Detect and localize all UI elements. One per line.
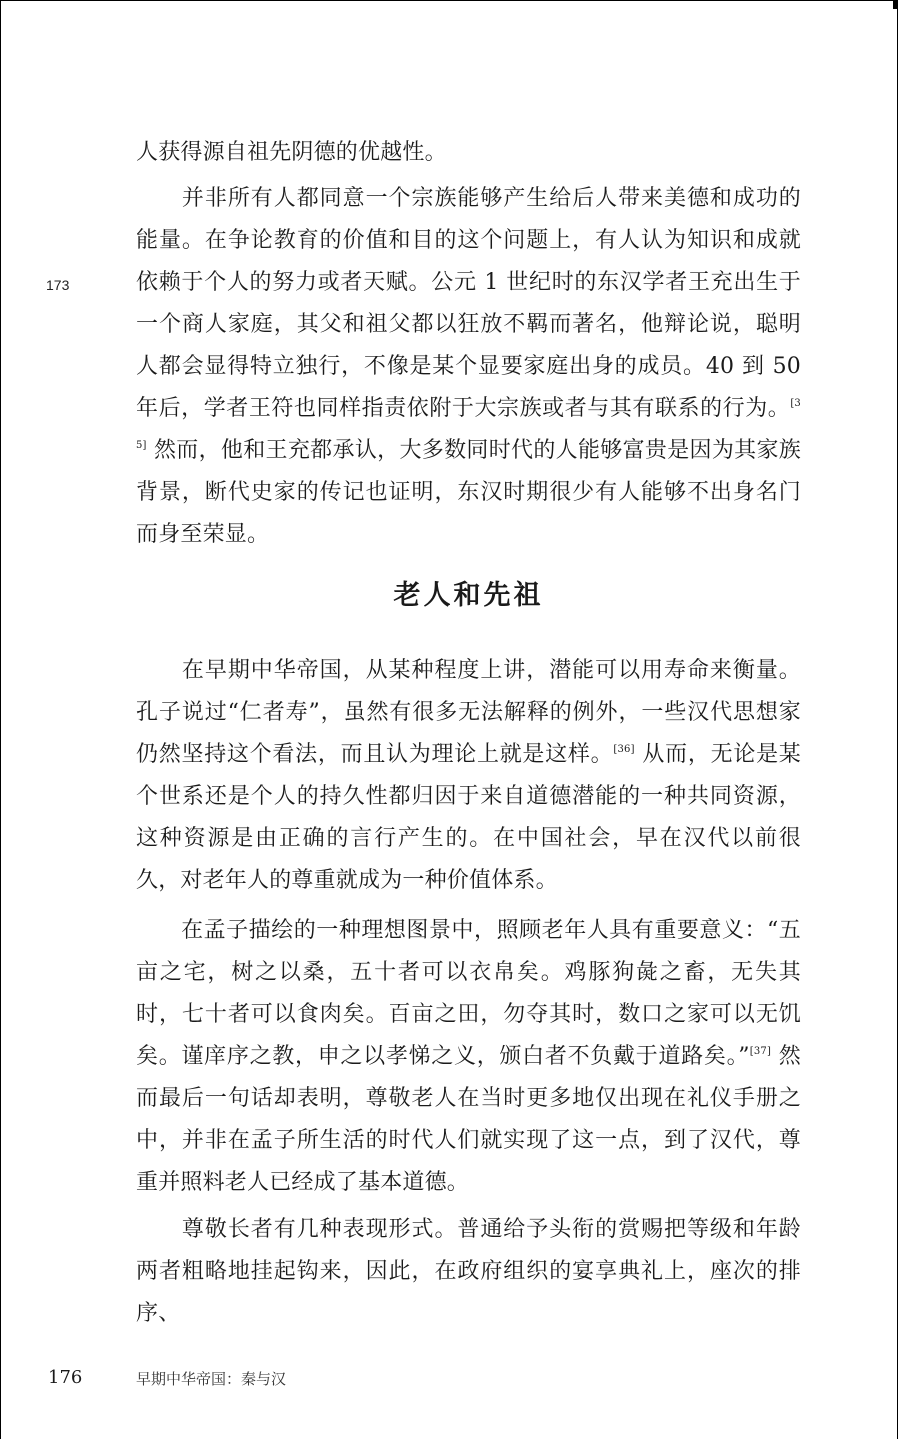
paragraph-continuation: 人获得源自祖先阴德的优越性。 [136,140,447,165]
paragraph-text: 并非所有人都同意一个宗族能够产生给后人带来美德和成功的能量。在争论教育的价值和目的这个问题上，有人认为知识和成就依赖于个人的努力或者天赋。公元 1 世纪时的东汉学者王充出生于一个商人家庭，其父和祖父都以狂放不羁而著名，他辩论说，聪明人都会显得特立独行，不像是某个显要家庭出身的成员。40 到 50 年后，学者王符也同样指责依附于大宗族或者与其有联系的行为。 [136,186,801,421]
paragraph-wang-chong [136,178,801,556]
footnote-ref-36[interactable]: [36] [613,744,635,755]
paragraph-mencius [136,910,801,1204]
paragraph-text: 在早期中华帝国，从某种程度上讲，潜能可以用寿命来衡量。孔子说过“仁者寿”，虽然有很多无法解释的例外，一些汉代思想家仍然坚持这个看法，而且认为理论上就是这样。 [136,658,801,767]
paragraph-longevity [136,650,801,902]
footnote-ref-35[interactable]: [35] [136,398,801,451]
section-heading: 老人和先祖 [393,580,544,611]
scan-corner-mark [893,1,897,9]
paragraph-text: 然而最后一句话却表明，尊敬老人在当时更多地仅出现在礼仪手册之中，并非在孟子所生活的时代人们就实现了这一点，到了汉代，尊重并照料老人已经成了基本道德。 [136,1044,801,1195]
paragraph-respect-elders: 尊敬长者有几种表现形式。普通给予头衔的赏赐把等级和年龄两者粗略地挂起钩来，因此，在政府组织的宴享典礼上，座次的排序、 [136,1217,801,1326]
page-number: 176 [48,1367,83,1388]
running-footer-title: 早期中华帝国：秦与汉 [136,1370,287,1388]
footnote-ref-37[interactable]: [37] [749,1046,772,1057]
original-page-marker: 173 [46,277,70,293]
paragraph-text: 从而，无论是某个世系还是个人的持久性都归因于来自道德潜能的一种共同资源，这种资源是由正确的言行产生的。在中国社会，早在汉代以前很久，对老年人的尊重就成为一种价值体系。 [136,742,801,893]
paragraph-text: 在孟子描绘的一种理想图景中，照顾老年人具有重要意义：“五亩之宅，树之以桑，五十者可以衣帛矣。鸡豚狗彘之畜，无失其时，七十者可以食肉矣。百亩之田，勿夺其时，数口之家可以无饥矣。谨庠序之教，申之以孝悌之义，颁白者不负戴于道路矣。” [136,918,801,1069]
paragraph-text: 然而，他和王充都承认，大多数同时代的人能够富贵是因为其家族背景，断代史家的传记也证明，东汉时期很少有人能够不出身名门而身至荣显。 [136,438,801,547]
